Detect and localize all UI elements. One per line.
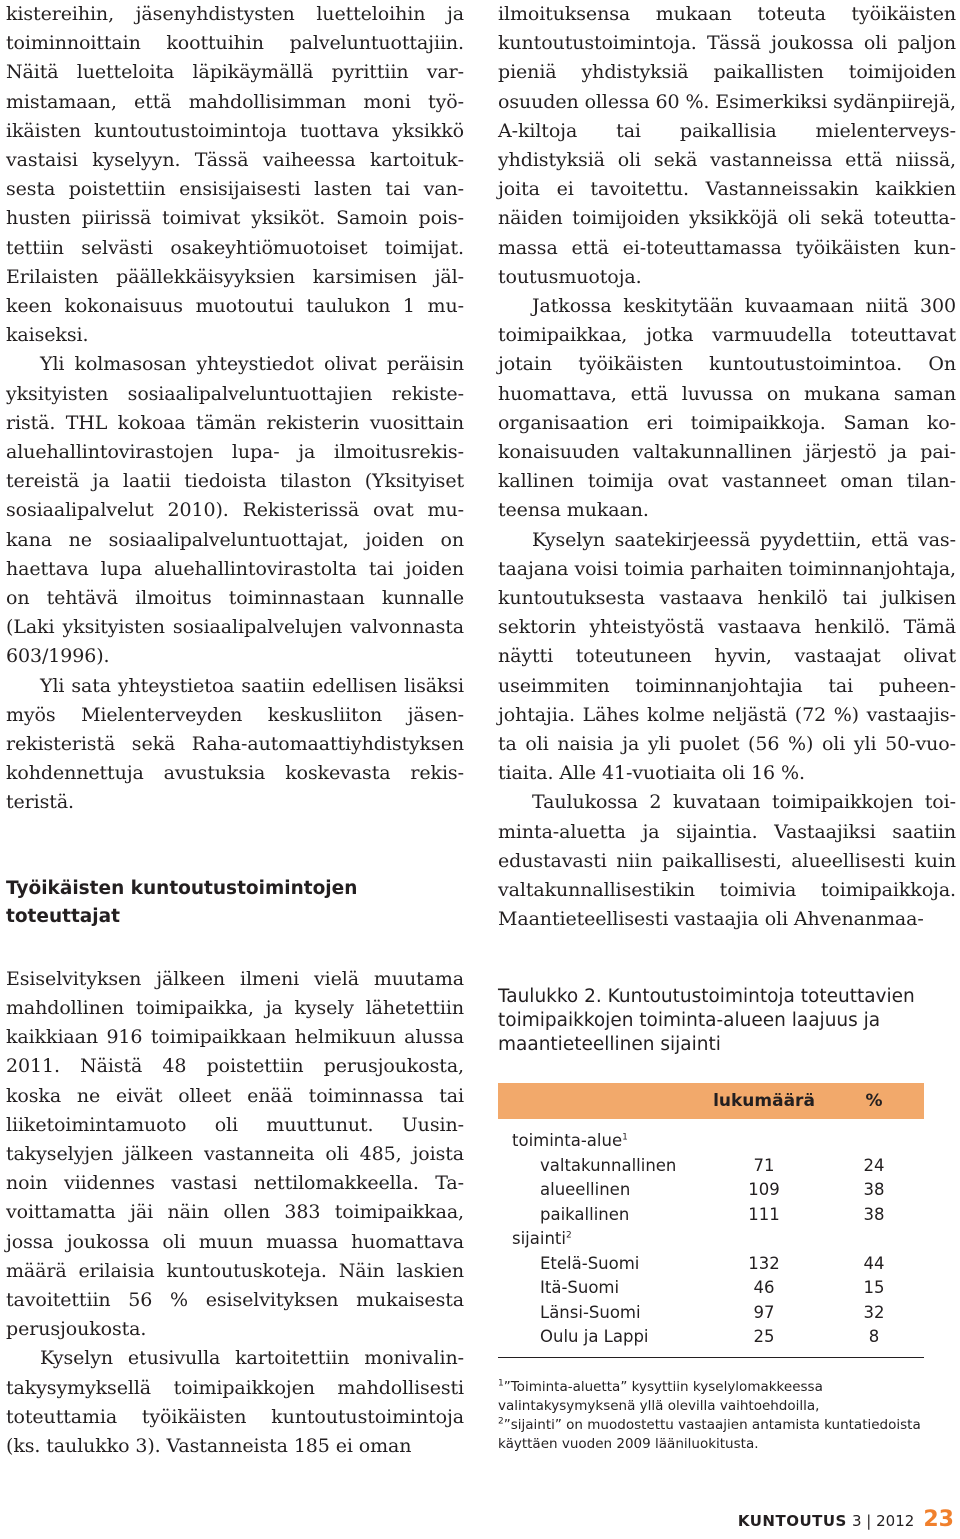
row-label: Oulu ja Lappi bbox=[498, 1325, 704, 1358]
row-count: 46 bbox=[753, 1278, 775, 1298]
footnote-marker: 1 bbox=[498, 1378, 504, 1389]
row-percent: 38 bbox=[863, 1204, 885, 1224]
table-footnotes bbox=[498, 1378, 938, 1454]
row-label: paikallinen bbox=[540, 1204, 630, 1224]
left-column bbox=[6, 0, 464, 1461]
body-paragraph: Kyselyn saatekirjeessä pyydettiin, että vastaajana voisi toimia parhaiten toiminnanjohtaja, kuntoutuksesta vastaava henkilö tai julkisen sektorin yhteistyöstä vastaava henkilö. Tämä näytti toteutuneen hyvin, vastaajat olivat useimmiten toiminnanjohtajia tai puheenjohtajia. Lähes kolme neljästä (72 %) vastaajista oli naisia ja yli puolet (56 %) oli yli 50-vuotiaita. Alle 41-vuotiaita oli 16 %. bbox=[498, 528, 956, 785]
table-group-row bbox=[498, 1227, 924, 1252]
body-paragraph: Taulukossa 2 kuvataan toimipaikkojen toiminta-aluetta ja sijaintia. Vastaajiksi saatiin edustavasti niin paikallisesti, alueellisesti kuin valtakunnallisestikin toimivia toimipaikkoja. Maantieteellisesti vastaajia oli Ahvenanmaa- bbox=[498, 791, 956, 931]
footnote-marker: 2 bbox=[498, 1416, 504, 1427]
page-number: 23 bbox=[923, 1507, 954, 1532]
row-percent: 24 bbox=[863, 1155, 885, 1175]
row-percent: 38 bbox=[863, 1180, 885, 1200]
footnote bbox=[498, 1416, 938, 1454]
row-count: 109 bbox=[748, 1180, 780, 1200]
row-count: 111 bbox=[748, 1204, 780, 1224]
body-paragraph: ilmoituksensa mukaan toteuta työikäisten kuntoutustoimintoja. Tässä joukossa oli paljon pieniä yhdistyksiä paikallisten toimijoiden osuuden ollessa 60 %. Esimerkiksi sydänpiirejä, A-kiltoja tai paikallisia mielenterveysyhdistyksiä oli sekä vastanneissa että niissä, joita ei tavoitettu. Vastanneissakin kaikkien näiden toimijoiden yksikköjä oli sekä toteuttamassa että ei-toteuttamassa työikäisten kuntoutusmuotoja. bbox=[498, 3, 956, 288]
table-row bbox=[498, 1202, 924, 1227]
row-label: Länsi-Suomi bbox=[540, 1302, 641, 1322]
header-empty-cell bbox=[498, 1083, 704, 1119]
group-label-text: toiminta-alue bbox=[512, 1131, 623, 1151]
row-count: 71 bbox=[753, 1155, 775, 1175]
row-count: 25 bbox=[704, 1325, 824, 1358]
header-count: lukumäärä bbox=[704, 1083, 824, 1119]
section-heading: Työikäisten kuntoutustoimintojen toteuttajat bbox=[6, 877, 358, 927]
row-percent: 32 bbox=[863, 1302, 885, 1322]
table-header-row bbox=[498, 1083, 924, 1119]
group-label bbox=[498, 1227, 924, 1252]
row-label: Etelä-Suomi bbox=[540, 1253, 640, 1273]
right-column bbox=[498, 0, 956, 1454]
page-footer bbox=[738, 1507, 954, 1532]
table-group-row bbox=[498, 1119, 924, 1154]
table-row bbox=[498, 1178, 924, 1203]
table-row bbox=[498, 1153, 924, 1178]
table-row bbox=[498, 1300, 924, 1325]
header-percent: % bbox=[824, 1083, 924, 1119]
body-paragraph: Esiselvityksen jälkeen ilmeni vielä muutama mahdollinen toimipaikka, ja kysely lähetettiin kaikkiaan 916 toimipaikkaan helmikuun alussa 2011. Näistä 48 poistettiin perusjoukosta, koska ne eivät olleet enää toiminnassa tai liiketoimintamuoto oli muuttunut. Uusintakyselyjen jälkeen vastanneita oli 485, joista noin viidennes vastasi nettilomakkeella. Tavoittamatta jäi näin ollen 383 toimipaikkaa, jossa joukossa oli muun muassa huomattava määrä erilaisia kuntoutuskoteja. Näin laskien tavoitettiin 56 % esiselvityksen mukaisesta perusjoukosta. bbox=[6, 967, 464, 1341]
footnote-text: ”sijainti” on muodostettu vastaajien antamista kuntatiedoista käyttäen vuoden 2009 lääniluokitusta. bbox=[498, 1417, 921, 1452]
body-paragraph: Kyselyn etusivulla kartoitettiin monivalintakysymyksellä toimipaikkojen mahdollisesti toteuttamia työikäisten kuntoutustoimintoja (ks. taulukko 3). Vastanneista 185 ei oman bbox=[6, 1347, 464, 1457]
issue-number: 3 | 2012 bbox=[851, 1512, 915, 1530]
row-percent: 15 bbox=[863, 1278, 885, 1298]
superscript: 1 bbox=[622, 1132, 628, 1143]
footnote-text: ”Toiminta-aluetta” kysyttiin kyselylomakkeessa valintakysymyksenä yllä olevilla vaihtoehdoilla, bbox=[498, 1379, 823, 1414]
table-row bbox=[498, 1276, 924, 1301]
body-paragraph: kistereihin, jäsenyhdistysten luetteloihin ja toiminnoittain koottuihin palveluntuottajiin. Näitä luetteloita läpikäymällä pyrittiin varmistamaan, että mahdollisimman moni työikäisten kuntoutustoimintoja tuottava yksikkö vastaisi kyselyyn. Tässä vaiheessa kartoituksesta poistettiin ensisijaisesti lasten tai vanhusten piirissä toimivat yksiköt. Samoin poistettiin selvästi osakeyhtiömuotoiset toimijat. Erilaisten päällekkäisyyksien karsimisen jälkeen kokonaisuus muotoutui taulukon 1 mukaiseksi. bbox=[6, 3, 464, 347]
superscript: 2 bbox=[565, 1230, 572, 1241]
row-percent: 8 bbox=[824, 1325, 924, 1358]
body-paragraph: Jatkossa keskitytään kuvaamaan niitä 300 toimipaikkaa, jotka varmuudella toteuttavat jotain työikäisten kuntoutustoimintoa. On huomattava, että luvussa on mukana saman organisaation eri toimipaikkoja. Saman kokonaisuuden valtakunnallinen järjestö ja paikallinen toimija ovat vastanneet oman tilanteensa mukaan. bbox=[498, 295, 956, 522]
data-table bbox=[498, 1083, 924, 1359]
table-caption: Taulukko 2. Kuntoutustoimintoja toteuttavien toimipaikkojen toiminta-alueen laajuus ja maantieteellinen sijainti bbox=[498, 985, 915, 1055]
magazine-name: KUNTOUTUS bbox=[737, 1512, 847, 1530]
row-label: Itä-Suomi bbox=[540, 1278, 620, 1298]
row-label: alueellinen bbox=[540, 1180, 631, 1200]
body-paragraph: Yli kolmasosan yhteystiedot olivat peräisin yksityisten sosiaalipalveluntuottajien rekisteristä. THL kokoaa tämän rekisterin vuosittain aluehallintovirastojen lupa- ja ilmoitusrekistereistä ja laatii tiedoista tilaston (Yksityiset sosiaalipalvelut 2010). Rekisterissä ovat mukana ne sosiaalipalveluntuottajat, joiden on haettava lupa aluehallintovirastolta tai joiden on tehtävä ilmoitus toiminnastaan kunnalle (Laki yksityisten sosiaalipalvelujen valvonnasta 603/1996). bbox=[6, 353, 464, 668]
group-label-text: sijainti bbox=[512, 1229, 566, 1249]
row-percent: 44 bbox=[863, 1253, 885, 1273]
row-label: valtakunnallinen bbox=[540, 1155, 677, 1175]
group-label bbox=[498, 1119, 924, 1154]
body-paragraph: Yli sata yhteystietoa saatiin edellisen lisäksi myös Mielenterveyden keskusliiton jäsenrekisteristä sekä Raha-automaattiyhdistyksen kohdennettuja avustuksia koskevasta rekisteristä. bbox=[6, 674, 464, 814]
table-row bbox=[498, 1325, 924, 1358]
row-count: 132 bbox=[748, 1253, 780, 1273]
footnote bbox=[498, 1378, 938, 1416]
row-count: 97 bbox=[753, 1302, 775, 1322]
table-row bbox=[498, 1251, 924, 1276]
